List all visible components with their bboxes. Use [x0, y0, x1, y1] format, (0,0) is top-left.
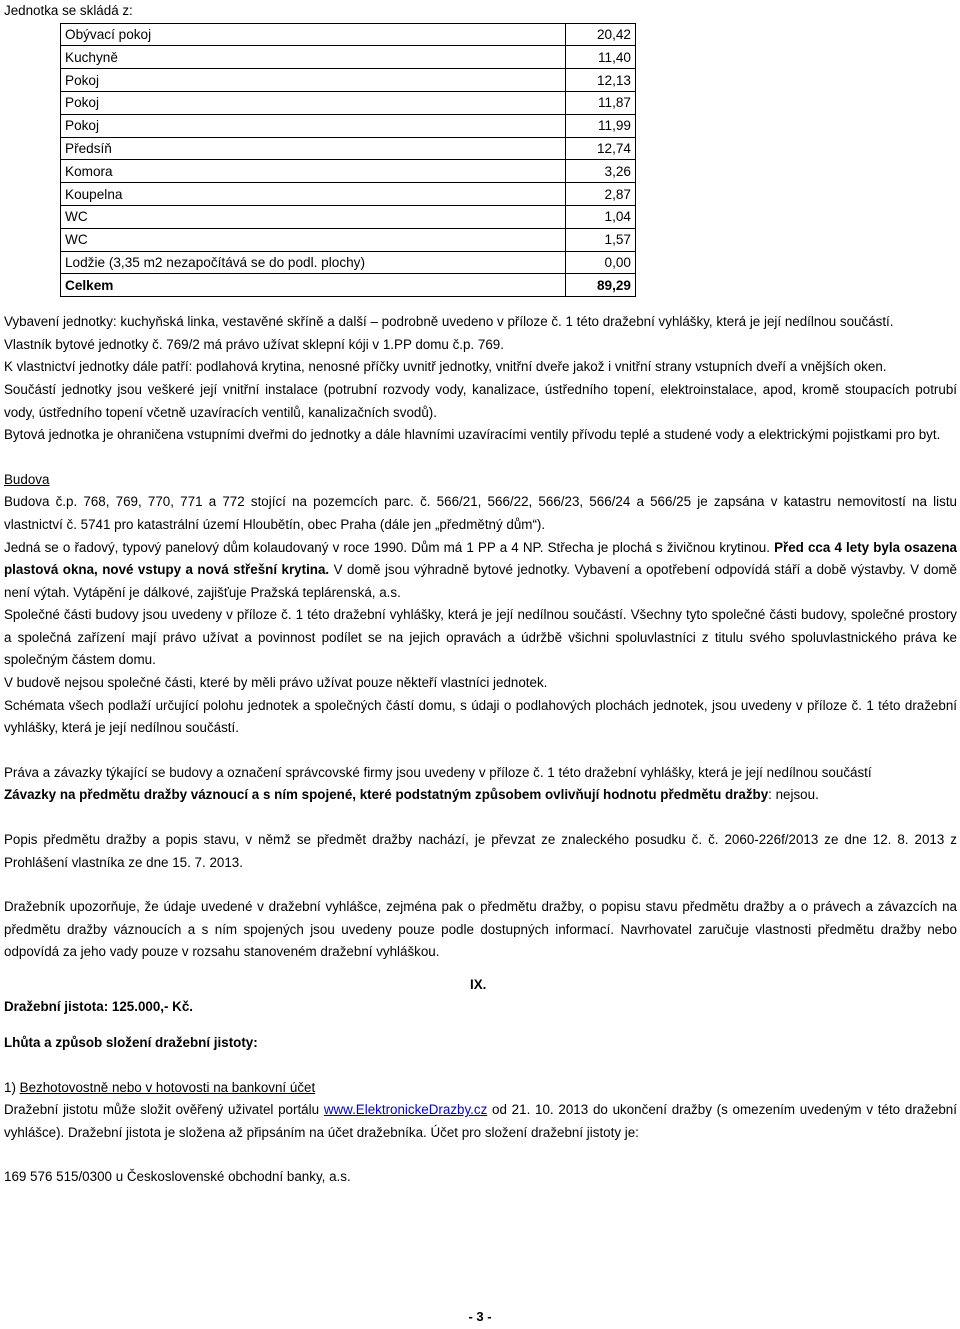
section-ix-row [4, 974, 957, 1022]
room-row [61, 23, 636, 46]
room-area: 11,87 [565, 91, 635, 114]
room-area: 11,99 [565, 114, 635, 137]
room-name: Předsíň [61, 137, 566, 160]
document-page [4, 0, 957, 1189]
section-number: IX. [470, 977, 487, 992]
room-name: Koupelna [61, 183, 566, 206]
room-row [61, 46, 636, 69]
room-name: Komora [61, 160, 566, 183]
room-row [61, 251, 636, 274]
room-area: 0,00 [565, 251, 635, 274]
building-paragraph-5: Schémata všech podlaží určující polohu jednotek a společných částí domu, s údaji o podlahových plochách jednotek, jsou uvedeny v příloze č. 1 této dražební vyhlášky, která je její nedílnou součástí. [4, 697, 957, 736]
building-p2-pre: Jedná se o řadový, typový panelový dům kolaudovaný v roce 1990. Dům má 1 PP a 4 NP. Střecha je plochá s živičnou krytinou. [4, 539, 775, 555]
rooms-table [60, 23, 636, 298]
obligations-post: : nejsou. [768, 787, 819, 803]
room-row [61, 91, 636, 114]
cellar-paragraph: Vlastník bytové jednotky č. 769/2 má právo užívat sklepní kóji v 1.PP domu č.p. 769. [4, 336, 504, 352]
building-paragraph-1: Budova č.p. 768, 769, 770, 771 a 772 stojící na pozemcích parc. č. 566/21, 566/22, 566/23, 566/24 a 566/25 je zapsána v katastru nemovitostí na listu vlastnictví č. 5741 pro katastrální území Hloubětín, obec Praha (dále jen „předmětný dům“). [4, 494, 957, 532]
room-name: Pokoj [61, 114, 566, 137]
method-pre: Dražební jistotu může složit ověřený uživatel portálu [4, 1102, 324, 1118]
room-row [61, 137, 636, 160]
rooms-table-body [61, 23, 636, 297]
spacer [4, 807, 957, 829]
room-name: WC [61, 205, 566, 228]
method-item-1 [4, 1077, 957, 1100]
method-paragraph [4, 1099, 957, 1144]
room-name: Kuchyně [61, 46, 566, 69]
room-row [61, 205, 636, 228]
installations-paragraph: Součástí jednotky jsou veškeré její vnitřní instalace (potrubní rozvody vody, kanalizace, ústředního topení, elektroinstalace, apod, kromě stoupacích potrubí vody, ústředního topení včetně uzavíracích ventilů, kanalizačních svodů). [4, 381, 957, 420]
room-area: 20,42 [565, 23, 635, 46]
method-heading-text: Lhůta a způsob složení dražební jistoty: [4, 1035, 258, 1050]
spacer [4, 1022, 957, 1032]
room-row [61, 160, 636, 183]
spacer [4, 874, 957, 896]
room-area: 3,26 [565, 160, 635, 183]
disclaimer-paragraph: Dražebník upozorňuje, že údaje uvedené v dražební vyhlášce, zejména pak o předmětu dražby, o popisu stavu předmětu dražby a o právech a závazcích na předmětu dražby váznoucích a s ním spojených jsou uvedeny pouze podle dostupných informací. Navrhovatel zaručuje vlastnosti předmětu dražby nebo odpovídá za jeho vady pouze v rozsahu stanoveném dražební vyhláškou. [4, 899, 957, 960]
room-name: Lodžie (3,35 m2 nezapočítává se do podl. plochy) [61, 251, 566, 274]
room-row [61, 114, 636, 137]
building-p2-post: V domě jsou výhradně bytové jednotky. Vybavení a opotřebení odpovídá stáří a době výstavby. V domě není výtah. Vytápění je dálkové, zajišťuje Pražská teplárenská, a.s. [4, 562, 957, 600]
building-p2-bold: Před cca 4 lety byla osazena plastová okna, nové vstupy a nová střešní krytina. [4, 539, 958, 578]
equipment-paragraph: Vybavení jednotky: kuchyňská linka, vestavěné skříně a další – podrobně uvedeno v příloze č. 1 této dražební vyhlášky, která je její nedílnou součástí. [4, 314, 894, 330]
obligations-paragraph [4, 784, 957, 807]
method-item-title: Bezhotovostně nebo v hotovosti na bankovní účet [19, 1079, 316, 1095]
building-paragraph-3: Společné části budovy jsou uvedeny v příloze č. 1 této dražební vyhlášky, která je její nedílnou součástí. Všechny tyto společné části budovy, společné prostory a společná zařízení mají právo užívat a povinnost podílet se na jejich opravách a údržbě všichni spoluvlastníci z titulu svého spoluvlastnického práva ke společným částem domu. [4, 607, 957, 668]
room-row [61, 183, 636, 206]
boundary-paragraph: Bytová jednotka je ohraničena vstupními dveřmi do jednotky a dále hlavními uzavíracími ventily přívodu teplé a studené vody a elektrickými pojistkami pro byt. [4, 427, 941, 443]
spacer [4, 447, 957, 469]
description-paragraph: Popis předmětu dražby a popis stavu, v němž se předmět dražby nachází, je převzat ze znaleckého posudku č. č. 2060-226f/2013 ze dne 12. 8. 2013 z Prohlášení vlastníka ze dne 15. 7. 2013. [4, 832, 957, 870]
page-number: - 3 - [468, 1309, 492, 1324]
method-item-number: 1) [4, 1079, 20, 1095]
room-area: 12,13 [565, 69, 635, 92]
method-post: od 21. 10. 2013 do ukončení dražby (s omezením uvedeným v této dražební vyhlášce). Dražební jistota je složena až připsáním na účet dražebníka. Účet pro složení dražební jistoty je: [4, 1102, 957, 1140]
building-paragraph-2 [4, 537, 957, 605]
room-name: Pokoj [61, 91, 566, 114]
spacer [4, 1144, 957, 1166]
room-area: 89,29 [565, 274, 635, 297]
room-name: Obývací pokoj [61, 23, 566, 46]
building-heading [4, 469, 957, 492]
portal-link[interactable]: www.ElektronickeDrazby.cz [323, 1102, 488, 1118]
room-area: 11,40 [565, 46, 635, 69]
total-row [61, 274, 636, 297]
rights-paragraph: Práva a závazky týkající se budovy a označení správcovské firmy jsou uvedeny v příloze č. 1 této dražební vyhlášky, která je její nedílnou součástí [4, 764, 872, 780]
room-area: 2,87 [565, 183, 635, 206]
room-area: 1,04 [565, 205, 635, 228]
room-row [61, 228, 636, 251]
spacer [4, 740, 957, 762]
room-name: Pokoj [61, 69, 566, 92]
room-name: WC [61, 228, 566, 251]
spacer [4, 1055, 957, 1077]
building-heading-text: Budova [4, 471, 50, 487]
method-heading [4, 1032, 957, 1055]
ownership-paragraph: K vlastnictví jednotky dále patří: podlahová krytina, nenosné příčky uvnitř jednotky, vnitřní dveře jakož i vnitřní strany vstupních dveří a vnějších oken. [4, 359, 887, 375]
bank-account: 169 576 515/0300 u Československé obchodní banky, a.s. [4, 1169, 351, 1185]
guarantee-amount: Dražební jistota: 125.000,- Kč. [4, 999, 194, 1014]
obligations-bold: Závazky na předmětu dražby váznoucí a s ním spojené, které podstatným způsobem ovlivňují hodnotu předmětu dražby [4, 787, 769, 803]
room-area: 12,74 [565, 137, 635, 160]
room-name: Celkem [61, 274, 566, 297]
room-area: 1,57 [565, 228, 635, 251]
room-row [61, 69, 636, 92]
intro-text: Jednotka se skládá z: [4, 3, 133, 18]
building-paragraph-4: V budově nejsou společné části, které by měli právo užívat pouze někteří vlastníci jednotek. [4, 675, 548, 691]
